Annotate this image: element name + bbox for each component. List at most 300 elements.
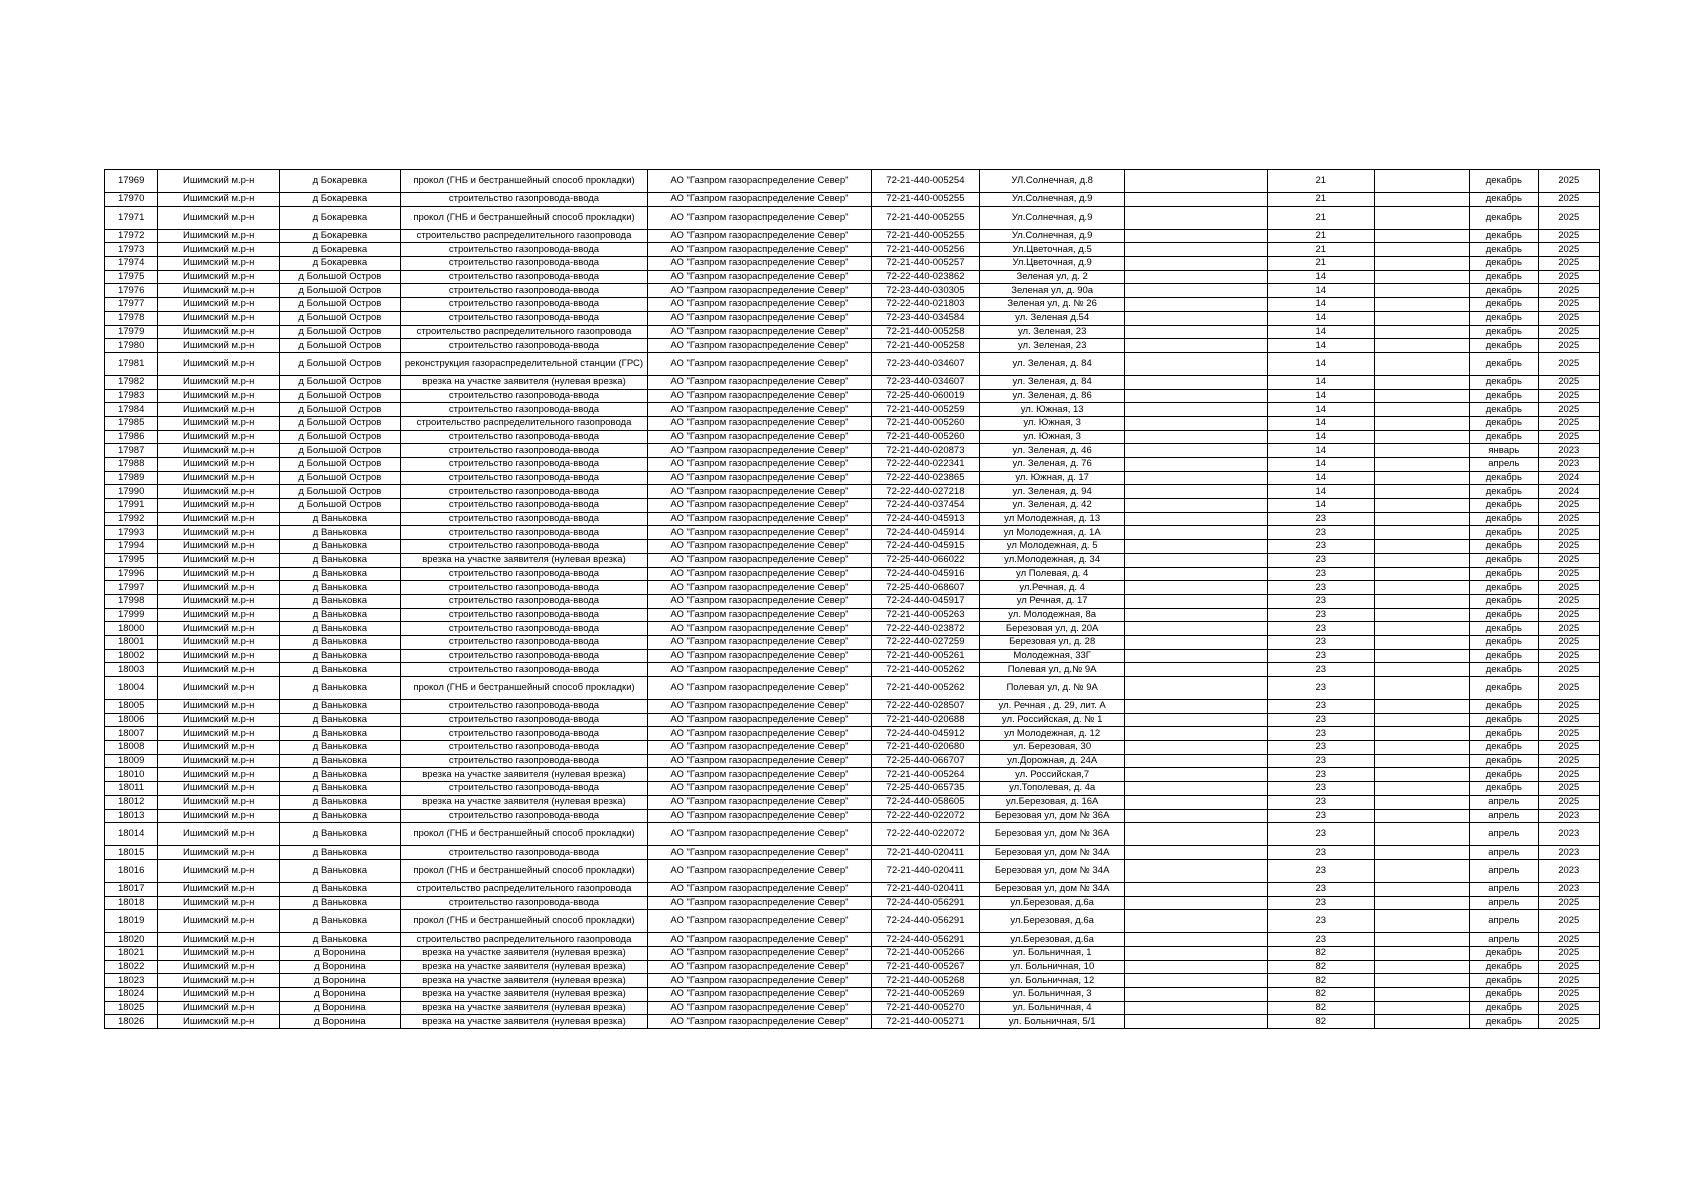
cell-month: апрель [1470,859,1538,882]
cell-year: 2023 [1538,823,1599,846]
cell-address: ул Молодежная, д. 5 [980,540,1125,554]
cell-district: Ишимский м.р-н [158,896,280,910]
cell-application-number: 72-25-440-066022 [871,553,980,567]
cell-organization: АО "Газпром газораспределение Север" [648,581,871,595]
cell-row-number: 17981 [105,352,158,375]
cell-month: декабрь [1470,540,1538,554]
cell-district: Ишимский м.р-н [158,727,280,741]
cell-empty-cell-2 [1374,896,1470,910]
cell-count: 14 [1267,403,1374,417]
cell-address: ул. Зеленая, 23 [980,339,1125,353]
cell-district: Ишимский м.р-н [158,946,280,960]
cell-organization: АО "Газпром газораспределение Север" [648,298,871,312]
cell-organization: АО "Газпром газораспределение Север" [648,608,871,622]
cell-address: ул. Березовая, 30 [980,741,1125,755]
cell-month: декабрь [1470,284,1538,298]
cell-application-number: 72-23-440-034607 [871,375,980,389]
cell-address: Зеленая ул, д. 2 [980,270,1125,284]
cell-empty-cell [1125,823,1268,846]
cell-organization: АО "Газпром газораспределение Север" [648,444,871,458]
cell-empty-cell [1125,700,1268,714]
cell-organization: АО "Газпром газораспределение Север" [648,512,871,526]
cell-row-number: 18002 [105,649,158,663]
cell-district: Ишимский м.р-н [158,499,280,513]
cell-settlement: д Ваньковка [280,553,401,567]
cell-empty-cell-2 [1374,389,1470,403]
cell-district: Ишимский м.р-н [158,713,280,727]
cell-year: 2025 [1538,430,1599,444]
table-row [105,375,1600,389]
cell-count: 14 [1267,485,1374,499]
table-row [105,594,1600,608]
cell-year: 2025 [1538,608,1599,622]
table-row [105,458,1600,472]
cell-organization: АО "Газпром газораспределение Север" [648,257,871,271]
cell-work-type: врезка на участке заявителя (нулевая врезка) [400,553,647,567]
cell-count: 14 [1267,471,1374,485]
cell-year: 2025 [1538,389,1599,403]
cell-year: 2025 [1538,988,1599,1002]
cell-empty-cell [1125,512,1268,526]
cell-settlement: д Большой Остров [280,270,401,284]
cell-settlement: д Ваньковка [280,795,401,809]
cell-district: Ишимский м.р-н [158,768,280,782]
cell-month: декабрь [1470,741,1538,755]
cell-address: ул. Больничная, 3 [980,988,1125,1002]
cell-address: ул. Зеленая, д. 94 [980,485,1125,499]
cell-application-number: 72-22-440-027218 [871,485,980,499]
cell-row-number: 17989 [105,471,158,485]
cell-row-number: 17974 [105,257,158,271]
cell-empty-cell-2 [1374,859,1470,882]
cell-empty-cell [1125,960,1268,974]
cell-work-type: строительство газопровода-ввода [400,389,647,403]
cell-organization: АО "Газпром газораспределение Север" [648,339,871,353]
cell-district: Ишимский м.р-н [158,352,280,375]
cell-count: 82 [1267,1015,1374,1029]
cell-count: 23 [1267,540,1374,554]
cell-empty-cell [1125,540,1268,554]
cell-work-type: строительство газопровода-ввода [400,430,647,444]
table-row [105,635,1600,649]
table-row [105,311,1600,325]
cell-count: 21 [1267,170,1374,193]
table-row [105,933,1600,947]
cell-month: декабрь [1470,1015,1538,1029]
cell-address: ул. Больничная, 12 [980,974,1125,988]
cell-count: 82 [1267,974,1374,988]
cell-count: 14 [1267,339,1374,353]
cell-empty-cell [1125,649,1268,663]
cell-empty-cell-2 [1374,754,1470,768]
cell-year: 2025 [1538,243,1599,257]
cell-district: Ишимский м.р-н [158,635,280,649]
cell-district: Ишимский м.р-н [158,677,280,700]
cell-district: Ишимский м.р-н [158,649,280,663]
table-row [105,339,1600,353]
cell-district: Ишимский м.р-н [158,325,280,339]
cell-settlement: д Ваньковка [280,910,401,933]
cell-application-number: 72-24-440-045912 [871,727,980,741]
cell-application-number: 72-25-440-066707 [871,754,980,768]
cell-work-type: строительство газопровода-ввода [400,809,647,823]
cell-row-number: 17977 [105,298,158,312]
cell-address: Полевая ул, д.№ 9А [980,663,1125,677]
cell-empty-cell [1125,622,1268,636]
cell-organization: АО "Газпром газораспределение Север" [648,193,871,207]
cell-count: 14 [1267,444,1374,458]
cell-application-number: 72-24-440-045914 [871,526,980,540]
table-row [105,910,1600,933]
cell-application-number: 72-21-440-020688 [871,713,980,727]
cell-application-number: 72-24-440-045913 [871,512,980,526]
cell-row-number: 17996 [105,567,158,581]
cell-row-number: 17992 [105,512,158,526]
cell-empty-cell-2 [1374,553,1470,567]
table-row [105,622,1600,636]
cell-organization: АО "Газпром газораспределение Север" [648,284,871,298]
cell-empty-cell-2 [1374,910,1470,933]
cell-count: 23 [1267,809,1374,823]
cell-settlement: д Большой Остров [280,339,401,353]
cell-address: Березовая ул, дом № 34А [980,846,1125,860]
cell-work-type: врезка на участке заявителя (нулевая врезка) [400,960,647,974]
cell-settlement: д Воронина [280,1001,401,1015]
cell-organization: АО "Газпром газораспределение Север" [648,311,871,325]
cell-application-number: 72-22-440-023872 [871,622,980,636]
table-row [105,677,1600,700]
cell-district: Ишимский м.р-н [158,782,280,796]
cell-application-number: 72-21-440-020411 [871,846,980,860]
cell-work-type: прокол (ГНБ и бестраншейный способ прокладки) [400,170,647,193]
cell-empty-cell [1125,768,1268,782]
cell-empty-cell [1125,713,1268,727]
cell-address: Ул.Солнечная, д.9 [980,229,1125,243]
cell-empty-cell-2 [1374,933,1470,947]
cell-row-number: 17993 [105,526,158,540]
table-row [105,485,1600,499]
cell-settlement: д Большой Остров [280,458,401,472]
cell-row-number: 17987 [105,444,158,458]
cell-empty-cell [1125,581,1268,595]
cell-month: декабрь [1470,768,1538,782]
cell-work-type: строительство газопровода-ввода [400,193,647,207]
cell-work-type: строительство газопровода-ввода [400,846,647,860]
table-row [105,257,1600,271]
cell-address: Молодежная, 33Г [980,649,1125,663]
table-row [105,960,1600,974]
cell-address: ул. Зеленая, 23 [980,325,1125,339]
table-row [105,284,1600,298]
cell-work-type: строительство распределительного газопровода [400,325,647,339]
cell-row-number: 17985 [105,416,158,430]
cell-application-number: 72-22-440-022072 [871,823,980,846]
cell-work-type: врезка на участке заявителя (нулевая врезка) [400,946,647,960]
cell-month: апрель [1470,910,1538,933]
cell-row-number: 17972 [105,229,158,243]
cell-application-number: 72-21-440-005268 [871,974,980,988]
cell-row-number: 18025 [105,1001,158,1015]
table-row [105,430,1600,444]
cell-empty-cell-2 [1374,430,1470,444]
cell-work-type: строительство распределительного газопровода [400,933,647,947]
cell-month: декабрь [1470,622,1538,636]
cell-empty-cell-2 [1374,284,1470,298]
cell-address: ул. Зеленая, д. 42 [980,499,1125,513]
cell-count: 23 [1267,594,1374,608]
cell-settlement: д Ваньковка [280,933,401,947]
cell-row-number: 18005 [105,700,158,714]
table-row [105,499,1600,513]
table-row [105,298,1600,312]
table-row [105,170,1600,193]
cell-work-type: врезка на участке заявителя (нулевая врезка) [400,1001,647,1015]
cell-work-type: врезка на участке заявителя (нулевая врезка) [400,1015,647,1029]
cell-empty-cell [1125,471,1268,485]
cell-empty-cell [1125,416,1268,430]
cell-application-number: 72-23-440-034584 [871,311,980,325]
cell-empty-cell-2 [1374,499,1470,513]
cell-empty-cell [1125,311,1268,325]
cell-address: ул. Больничная, 1 [980,946,1125,960]
cell-year: 2025 [1538,782,1599,796]
cell-month: апрель [1470,896,1538,910]
cell-empty-cell [1125,553,1268,567]
cell-count: 23 [1267,859,1374,882]
cell-row-number: 17991 [105,499,158,513]
cell-month: декабрь [1470,311,1538,325]
cell-work-type: строительство газопровода-ввода [400,444,647,458]
cell-count: 23 [1267,846,1374,860]
cell-application-number: 72-24-440-037454 [871,499,980,513]
cell-year: 2025 [1538,540,1599,554]
cell-district: Ишимский м.р-н [158,1015,280,1029]
table-row [105,846,1600,860]
cell-district: Ишимский м.р-н [158,567,280,581]
cell-row-number: 17969 [105,170,158,193]
cell-count: 14 [1267,325,1374,339]
cell-settlement: д Воронина [280,1015,401,1029]
cell-address: ул.Тополевая, д. 4а [980,782,1125,796]
cell-year: 2025 [1538,403,1599,417]
cell-settlement: д Ваньковка [280,526,401,540]
cell-empty-cell [1125,325,1268,339]
cell-settlement: д Ваньковка [280,713,401,727]
cell-address: ул. Молодежная, 8а [980,608,1125,622]
cell-count: 23 [1267,754,1374,768]
cell-month: декабрь [1470,594,1538,608]
cell-application-number: 72-22-440-028507 [871,700,980,714]
cell-count: 23 [1267,727,1374,741]
cell-empty-cell [1125,782,1268,796]
cell-work-type: строительство газопровода-ввода [400,635,647,649]
table-row [105,444,1600,458]
cell-organization: АО "Газпром газораспределение Север" [648,352,871,375]
cell-row-number: 17982 [105,375,158,389]
cell-month: декабрь [1470,960,1538,974]
cell-application-number: 72-21-440-005263 [871,608,980,622]
cell-count: 14 [1267,352,1374,375]
cell-district: Ишимский м.р-н [158,809,280,823]
cell-district: Ишимский м.р-н [158,430,280,444]
table-row [105,553,1600,567]
cell-empty-cell-2 [1374,416,1470,430]
cell-settlement: д Ваньковка [280,727,401,741]
cell-month: декабрь [1470,526,1538,540]
cell-work-type: строительство газопровода-ввода [400,594,647,608]
cell-settlement: д Ваньковка [280,581,401,595]
cell-month: декабрь [1470,782,1538,796]
cell-organization: АО "Газпром газораспределение Север" [648,700,871,714]
cell-count: 23 [1267,713,1374,727]
cell-month: декабрь [1470,243,1538,257]
cell-district: Ишимский м.р-н [158,741,280,755]
cell-count: 23 [1267,635,1374,649]
cell-empty-cell-2 [1374,540,1470,554]
table-row [105,581,1600,595]
cell-empty-cell-2 [1374,594,1470,608]
cell-empty-cell-2 [1374,311,1470,325]
table-row [105,649,1600,663]
cell-month: апрель [1470,458,1538,472]
cell-district: Ишимский м.р-н [158,960,280,974]
table-row [105,512,1600,526]
cell-row-number: 17973 [105,243,158,257]
cell-settlement: д Ваньковка [280,512,401,526]
cell-address: УЛ.Солнечная, д.8 [980,170,1125,193]
cell-row-number: 18024 [105,988,158,1002]
cell-empty-cell [1125,677,1268,700]
cell-empty-cell [1125,988,1268,1002]
cell-address: ул. Зеленая, д. 84 [980,352,1125,375]
cell-address: ул.Дорожная, д. 24А [980,754,1125,768]
cell-address: Зеленая ул, д. № 26 [980,298,1125,312]
table-row [105,193,1600,207]
cell-month: декабрь [1470,339,1538,353]
cell-year: 2025 [1538,700,1599,714]
cell-month: апрель [1470,823,1538,846]
cell-application-number: 72-21-440-005255 [871,229,980,243]
cell-settlement: д Большой Остров [280,352,401,375]
cell-settlement: д Ваньковка [280,741,401,755]
cell-settlement: д Ваньковка [280,649,401,663]
table-row [105,567,1600,581]
cell-address: Березовая ул, дом № 34А [980,882,1125,896]
cell-empty-cell-2 [1374,526,1470,540]
cell-organization: АО "Газпром газораспределение Север" [648,416,871,430]
cell-application-number: 72-21-440-005264 [871,768,980,782]
cell-year: 2023 [1538,809,1599,823]
cell-year: 2025 [1538,352,1599,375]
cell-district: Ишимский м.р-н [158,298,280,312]
cell-address: ул. Речная , д. 29, лит. А [980,700,1125,714]
cell-settlement: д Бокаревка [280,206,401,229]
cell-count: 23 [1267,608,1374,622]
cell-address: Березовая ул, дом № 36А [980,809,1125,823]
cell-row-number: 17980 [105,339,158,353]
cell-settlement: д Большой Остров [280,375,401,389]
cell-organization: АО "Газпром газораспределение Север" [648,430,871,444]
cell-settlement: д Бокаревка [280,243,401,257]
cell-empty-cell-2 [1374,1001,1470,1015]
cell-application-number: 72-21-440-020411 [871,882,980,896]
cell-address: ул.Березовая, д.6а [980,896,1125,910]
cell-settlement: д Бокаревка [280,257,401,271]
cell-count: 23 [1267,782,1374,796]
cell-empty-cell-2 [1374,677,1470,700]
cell-application-number: 72-24-440-045915 [871,540,980,554]
cell-district: Ишимский м.р-н [158,540,280,554]
cell-empty-cell-2 [1374,512,1470,526]
cell-empty-cell [1125,403,1268,417]
cell-empty-cell-2 [1374,795,1470,809]
data-table [104,169,1600,1029]
table-row [105,741,1600,755]
cell-count: 23 [1267,526,1374,540]
cell-empty-cell [1125,946,1268,960]
cell-organization: АО "Газпром газораспределение Север" [648,896,871,910]
cell-count: 21 [1267,257,1374,271]
cell-address: ул. Зеленая д.54 [980,311,1125,325]
cell-row-number: 18009 [105,754,158,768]
cell-year: 2023 [1538,846,1599,860]
cell-year: 2025 [1538,649,1599,663]
cell-empty-cell [1125,567,1268,581]
cell-organization: АО "Газпром газораспределение Север" [648,859,871,882]
cell-month: апрель [1470,795,1538,809]
cell-empty-cell-2 [1374,713,1470,727]
cell-settlement: д Бокаревка [280,229,401,243]
cell-empty-cell-2 [1374,727,1470,741]
cell-work-type: строительство газопровода-ввода [400,403,647,417]
cell-organization: АО "Газпром газораспределение Север" [648,229,871,243]
cell-address: ул. Зеленая, д. 76 [980,458,1125,472]
cell-address: ул. Зеленая, д. 46 [980,444,1125,458]
cell-application-number: 72-21-440-020873 [871,444,980,458]
cell-month: декабрь [1470,257,1538,271]
cell-count: 23 [1267,649,1374,663]
cell-month: декабрь [1470,471,1538,485]
cell-application-number: 72-21-440-005270 [871,1001,980,1015]
cell-month: апрель [1470,882,1538,896]
cell-settlement: д Ваньковка [280,768,401,782]
cell-empty-cell [1125,430,1268,444]
cell-year: 2025 [1538,553,1599,567]
cell-settlement: д Большой Остров [280,416,401,430]
table-row [105,754,1600,768]
cell-empty-cell-2 [1374,846,1470,860]
cell-row-number: 18018 [105,896,158,910]
cell-row-number: 18023 [105,974,158,988]
cell-count: 23 [1267,581,1374,595]
cell-address: Ул.Солнечная, д.9 [980,206,1125,229]
cell-month: декабрь [1470,352,1538,375]
cell-district: Ишимский м.р-н [158,444,280,458]
table-row [105,700,1600,714]
cell-application-number: 72-22-440-022072 [871,809,980,823]
cell-organization: АО "Газпром газораспределение Север" [648,458,871,472]
cell-district: Ишимский м.р-н [158,846,280,860]
cell-empty-cell-2 [1374,608,1470,622]
cell-empty-cell-2 [1374,325,1470,339]
cell-address: ул. Южная, 13 [980,403,1125,417]
cell-month: декабрь [1470,206,1538,229]
cell-settlement: д Большой Остров [280,298,401,312]
cell-work-type: строительство газопровода-ввода [400,512,647,526]
cell-count: 23 [1267,553,1374,567]
cell-count: 14 [1267,311,1374,325]
cell-empty-cell-2 [1374,882,1470,896]
